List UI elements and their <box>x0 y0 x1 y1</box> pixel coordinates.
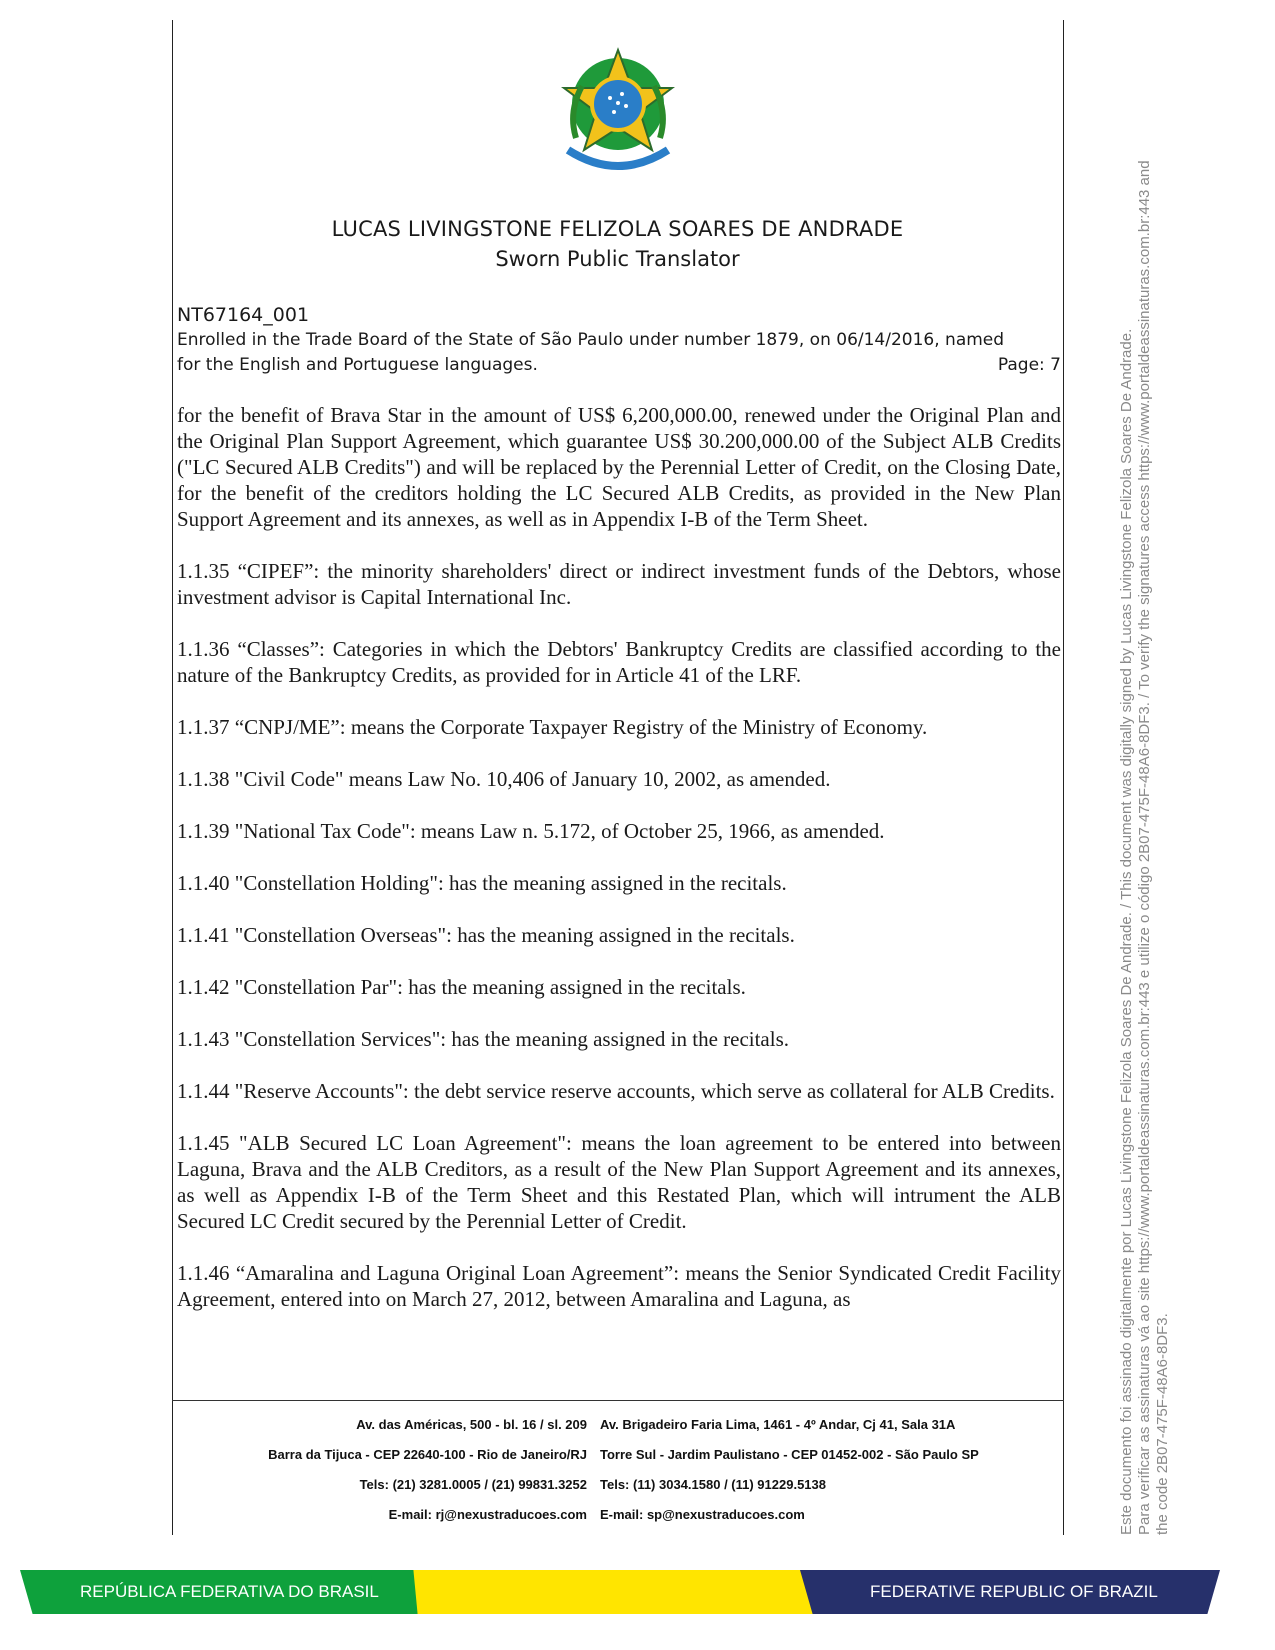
enrollment-line-1: Enrolled in the Trade Board of the State of São Paulo under number 1879, on 06/14/2016, named <box>177 330 1005 350</box>
banner-yellow-band <box>405 1570 825 1614</box>
footer-rio-street: Av. das Américas, 500 - bl. 16 / sl. 209 <box>356 1417 587 1432</box>
signature-note-line-2: Para verificar as assinaturas vá ao site https://www.portaldeassinaturas.com.br:443 e utilize o código 2B07-475F-48A6-8DF3. / To verify the signatures access https://www.portaldeassinaturas.com.br:443 and <box>1136 160 1153 1535</box>
footer-divider <box>172 1400 1064 1401</box>
enrollment-line-1-row <box>177 328 1061 353</box>
banner-english-label: FEDERATIVE REPUBLIC OF BRAZIL <box>870 1582 1158 1601</box>
footer-rio-district: Barra da Tijuca - CEP 22640-100 - Rio de Janeiro/RJ <box>268 1447 587 1462</box>
footer-sp-address <box>600 1410 1070 1530</box>
footer-rio-phones: Tels: (21) 3281.0005 / (21) 99831.3252 <box>359 1477 587 1492</box>
right-margin-line <box>1063 20 1064 1535</box>
definition-constellation-par: 1.1.42 "Constellation Par": has the meaning assigned in the recitals. <box>177 975 746 999</box>
definition-constellation-overseas: 1.1.41 "Constellation Overseas": has the meaning assigned in the recitals. <box>177 923 795 947</box>
digital-signature-note <box>1118 0 1172 1535</box>
footer-sp-phones: Tels: (11) 3034.1580 / (11) 91229.5138 <box>600 1477 826 1492</box>
footer-rio-email: E-mail: rj@nexustraducoes.com <box>388 1507 587 1522</box>
enrollment-line-2: for the English and Portuguese languages. <box>177 355 538 375</box>
definition-civil-code: 1.1.38 "Civil Code" means Law No. 10,406 of January 10, 2002, as amended. <box>177 767 831 791</box>
definition-constellation-holding: 1.1.40 "Constellation Holding": has the meaning assigned in the recitals. <box>177 871 787 895</box>
footer-rio-address <box>172 1410 587 1530</box>
definition-constellation-services: 1.1.43 "Constellation Services": has the meaning assigned in the recitals. <box>177 1027 790 1051</box>
definition-cipef: 1.1.35 “CIPEF”: the minority shareholders' direct or indirect investment funds of the Debtors, whose investment advisor is Capital International Inc. <box>177 559 1061 609</box>
definition-classes: 1.1.36 “Classes”: Categories in which the Debtors' Bankruptcy Credits are classified according to the nature of the Bankruptcy Credits, as provided for in Article 41 of the LRF. <box>177 637 1061 687</box>
definition-reserve-accounts: 1.1.44 "Reserve Accounts": the debt service reserve accounts, which serve as collateral for ALB Credits. <box>177 1079 1055 1103</box>
document-meta <box>177 302 1061 378</box>
footer-sp-district: Torre Sul - Jardim Paulistano - CEP 01452-002 - São Paulo SP <box>600 1447 979 1462</box>
document-body <box>177 402 1061 1338</box>
definition-cnpj: 1.1.37 “CNPJ/ME”: means the Corporate Taxpayer Registry of the Ministry of Economy. <box>177 715 928 739</box>
enrollment-line-2-row <box>177 353 1061 378</box>
signature-note-line-1: Este documento foi assinado digitalmente por Lucas Livingstone Felizola Soares De Andrade. / This document was digitally signed by Lucas Livingstone Felizola Soares De Andrade. <box>1118 328 1135 1535</box>
translator-role: Sworn Public Translator <box>495 247 740 271</box>
footer-sp-email: E-mail: sp@nexustraducoes.com <box>600 1507 805 1522</box>
page-number: Page: 7 <box>997 355 1061 375</box>
footer-sp-street: Av. Brigadeiro Faria Lima, 1461 - 4º Andar, Cj 41, Sala 31A <box>600 1417 956 1432</box>
translator-header <box>172 214 1063 274</box>
definition-alb-secured-lc-loan: 1.1.45 "ALB Secured LC Loan Agreement": means the loan agreement to be entered into between Laguna, Brava and the ALB Creditors, as a result of the New Plan Support Agreement and its annexes, as well as Appendix I-B of the Term Sheet and this Restated Plan, which will intrument the ALB Secured LC Credit secured by the Perennial Letter of Credit. <box>177 1131 1061 1233</box>
definition-national-tax-code: 1.1.39 "National Tax Code": means Law n. 5.172, of October 25, 1966, as amended. <box>177 819 885 843</box>
definition-amaralina-laguna: 1.1.46 “Amaralina and Laguna Original Loan Agreement”: means the Senior Syndicated Credit Facility Agreement, entered into on March 27, 2012, between Amaralina and Laguna, as <box>177 1261 1061 1311</box>
brazil-coat-of-arms-icon <box>548 42 688 182</box>
document-code: NT67164_001 <box>177 304 310 326</box>
banner-portuguese-label: REPÚBLICA FEDERATIVA DO BRASIL <box>80 1582 379 1601</box>
translator-name: LUCAS LIVINGSTONE FELIZOLA SOARES DE ANDRADE <box>331 217 904 241</box>
signature-note-line-3: the code 2B07-475F-48A6-8DF3. <box>1154 1313 1171 1535</box>
paragraph: for the benefit of Brava Star in the amount of US$ 6,200,000.00, renewed under the Original Plan and the Original Plan Support Agreement, which guarantee US$ 30.200,000.00 of the Subject ALB Credits ("LC Secured ALB Credits") and will be replaced by the Perennial Letter of Credit, on the Closing Date, for the benefit of the creditors holding the LC Secured ALB Credits, as provided in the New Plan Support Agreement and its annexes, as well as in Appendix I-B of the Term Sheet. <box>177 403 1061 531</box>
